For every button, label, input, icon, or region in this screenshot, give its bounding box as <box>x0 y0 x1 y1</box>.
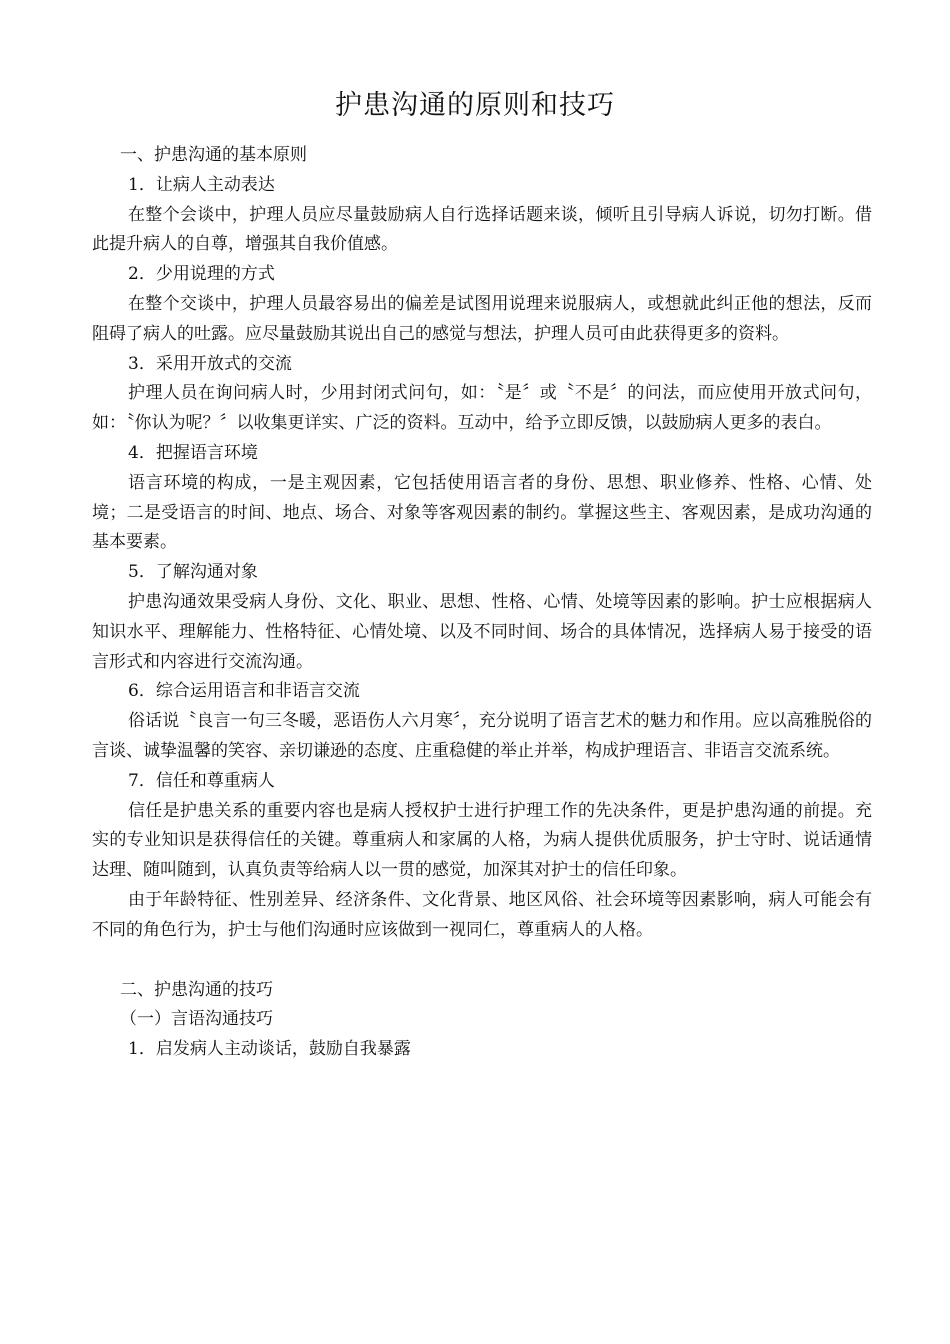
section-spacer <box>92 946 872 976</box>
section-heading-principles: 一、护患沟通的基本原则 <box>120 145 307 165</box>
principle-paragraph-6: 俗话说〝良言一句三冬暖，恶语伤人六月寒〞，充分说明了语言艺术的魅力和作用。应以高雅脱俗的言谈、诚挚温馨的笑容、亲切谦逊的态度、庄重稳健的举止并举，构成护理语言、非语言交流系统。 <box>92 711 872 761</box>
principle-heading-5: 5．了解沟通对象 <box>128 562 258 583</box>
section-heading-skills: 二、护患沟通的技巧 <box>120 979 273 1000</box>
principle-paragraph-1: 在整个会谈中，护理人员应尽量鼓励病人自行选择话题来谈，倾听且引导病人诉说，切勿打断。借此提升病人的自尊，增强其自我价值感。 <box>92 204 872 255</box>
principle-heading-2: 2．少用说理的方式 <box>128 264 275 285</box>
principle-paragraph-4: 语言环境的构成，一是主观因素，它包括使用语言者的身份、思想、职业修养、性格、心情、处境；二是受语言的时间、地点、场合、对象等客观因素的制约。掌握这些主、客观因素，是成功沟通的基本要素。 <box>92 472 872 553</box>
document-title: 护患沟通的原则和技巧 <box>335 90 615 121</box>
principle-paragraph-5: 护患沟通效果受病人身份、文化、职业、思想、性格、心情、处境等因素的影响。护士应根据病人知识水平、理解能力、性格特征、心情处境、以及不同时间、场合的具体情况，选择病人易于接受的语言形式和内容进行交流沟通。 <box>92 591 872 672</box>
skill-heading-1: 1．启发病人主动谈话，鼓励自我暴露 <box>128 1039 411 1060</box>
document-body <box>92 141 872 1065</box>
principle-heading-6: 6．综合运用语言和非语言交流 <box>128 681 360 702</box>
principle-paragraph-7b: 由于年龄特征、性别差异、经济条件、文化背景、地区风俗、社会环境等因素影响，病人可能会有不同的角色行为，护士与他们沟通时应该做到一视同仁，尊重病人的人格。 <box>92 889 872 940</box>
principle-heading-1: 1．让病人主动表达 <box>128 174 275 195</box>
subsection-heading-verbal: （一）言语沟通技巧 <box>120 1009 273 1030</box>
principle-heading-4: 4．把握语言环境 <box>128 442 258 463</box>
principle-paragraph-3: 护理人员在询问病人时，少用封闭式问句，如：〝是〞或〝不是〞的问法，而应使用开放式问句，如：〝你认为呢？〞以收集更详实、广泛的资料。互动中，给予立即反馈，以鼓励病人更多的表白。 <box>92 383 872 434</box>
principle-heading-3: 3．采用开放式的交流 <box>128 353 292 374</box>
principle-paragraph-7a: 信任是护患关系的重要内容也是病人授权护士进行护理工作的先决条件，更是护患沟通的前提。充实的专业知识是获得信任的关键。尊重病人和家属的人格，为病人提供优质服务，护士守时、说话通情达理、随叫随到，认真负责等给病人以一贯的感觉，加深其对护士的信任印象。 <box>92 800 872 881</box>
principle-heading-7: 7．信任和尊重病人 <box>128 770 275 791</box>
principle-paragraph-2: 在整个交谈中，护理人员最容易出的偏差是试图用说理来说服病人，或想就此纠正他的想法，反而阻碍了病人的吐露。应尽量鼓励其说出自己的感觉与想法，护理人员可由此获得更多的资料。 <box>92 293 872 344</box>
